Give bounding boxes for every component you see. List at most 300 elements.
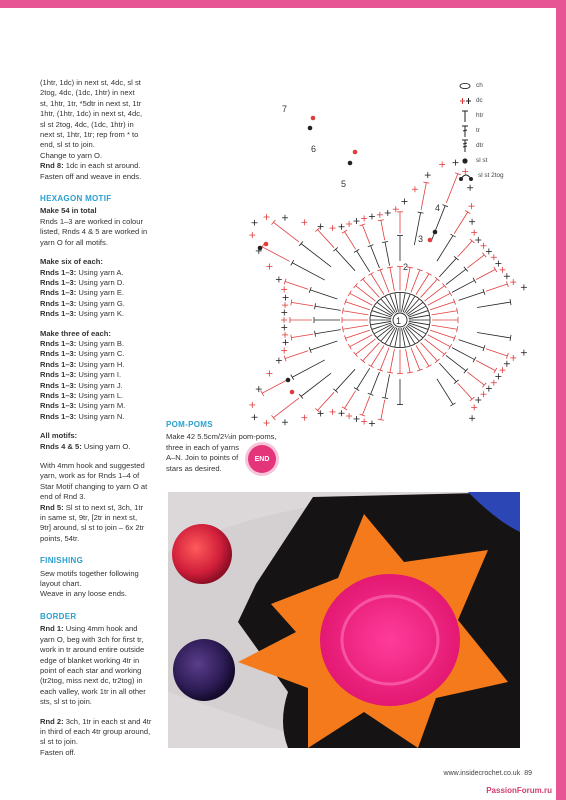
stitch-mark bbox=[494, 267, 497, 272]
rnd1-text: (tr2tog, miss next dc, tr2tog) in bbox=[40, 676, 143, 686]
stitch-mark bbox=[467, 255, 484, 268]
stitch-mark bbox=[378, 220, 384, 221]
stitch-mark bbox=[380, 348, 389, 370]
rnd8-text: 1dc in each st around. bbox=[65, 161, 141, 171]
round-number: 7 bbox=[282, 104, 288, 114]
stitch-mark bbox=[387, 267, 393, 268]
rnd8-fasten: Fasten off and weave in ends. bbox=[40, 171, 142, 181]
rnd5-text: 9tr] around, sl st to join – 6x 2tr bbox=[40, 523, 145, 533]
stitch-mark bbox=[387, 372, 393, 373]
stitch-mark bbox=[345, 330, 369, 338]
stitch-mark bbox=[467, 372, 484, 385]
stitch-dot bbox=[348, 161, 353, 166]
stitch-mark bbox=[362, 396, 370, 415]
item-label: Rnds 1–3: bbox=[40, 359, 77, 369]
stitch-mark bbox=[482, 383, 486, 388]
stitch-mark bbox=[299, 394, 303, 399]
stitch-mark bbox=[459, 340, 484, 348]
stitch-mark bbox=[262, 247, 290, 262]
stitch-mark bbox=[315, 330, 341, 334]
stitch-mark bbox=[273, 222, 298, 242]
item-label: Rnds 1–3: bbox=[40, 370, 77, 380]
stitch-mark bbox=[382, 241, 388, 242]
item-text: Using yarn C. bbox=[78, 349, 125, 359]
stitch-mark bbox=[381, 400, 385, 420]
stitch-mark bbox=[402, 347, 408, 348]
stitch-mark bbox=[452, 348, 475, 360]
item-text: Using yarn H. bbox=[78, 359, 125, 369]
stitch-mark bbox=[363, 279, 380, 297]
stitch-mark bbox=[385, 242, 390, 266]
legend-label: sl st bbox=[476, 157, 488, 164]
stitch-dot bbox=[311, 116, 316, 121]
stitch-mark bbox=[291, 335, 292, 341]
stitch-mark bbox=[459, 292, 484, 300]
rnd1-label: Rnd 1: bbox=[40, 624, 64, 634]
stitch-mark bbox=[411, 270, 420, 292]
three-item bbox=[40, 339, 158, 349]
stitch-mark bbox=[350, 293, 373, 305]
stitch-mark bbox=[457, 308, 458, 314]
pompoms-line: three in each of yarns bbox=[166, 442, 240, 452]
round-number: 3 bbox=[418, 234, 424, 244]
legend-label: ch bbox=[476, 82, 483, 89]
intro-paragraph bbox=[40, 78, 158, 182]
hexagon-intro bbox=[40, 217, 158, 248]
legend-label: dtr bbox=[476, 142, 484, 149]
rnd5-label: Rnd 5: bbox=[40, 502, 64, 512]
six-list bbox=[40, 268, 158, 320]
stitch-mark bbox=[336, 369, 355, 390]
stitch-mark bbox=[494, 368, 497, 373]
intro-line: 1htr, (1htr, 1dc) in next st, 4dc, bbox=[40, 109, 143, 119]
border-rnd2-line bbox=[40, 717, 158, 727]
stitch-mark bbox=[449, 291, 452, 296]
all-motifs bbox=[40, 442, 158, 452]
finishing-line: Sew motifs together following bbox=[40, 568, 139, 578]
rnd5-text: points, 54tr. bbox=[40, 533, 80, 543]
rnd5-text: in same st, 9tr, [2tr in next st, bbox=[40, 513, 138, 523]
stitch-mark bbox=[345, 302, 369, 310]
item-label: Rnds 1–3: bbox=[40, 349, 77, 359]
rnd2-text: Fasten off. bbox=[40, 747, 76, 757]
stitch-mark bbox=[477, 302, 510, 307]
stitch-mark bbox=[392, 292, 398, 293]
stitch-mark bbox=[357, 251, 370, 272]
stitch-mark bbox=[354, 283, 358, 288]
item-text: Using yarn B. bbox=[78, 338, 125, 348]
intro-line: Change to yarn O. bbox=[40, 150, 103, 160]
hexagon-intro-line: yarn O for all motifs. bbox=[40, 237, 108, 247]
stitch-mark bbox=[380, 270, 389, 292]
stitch-mark bbox=[371, 345, 384, 366]
with-hook-line: end of Rnd 3. bbox=[40, 492, 86, 502]
stitch-mark bbox=[310, 290, 337, 299]
stitch-mark bbox=[446, 174, 458, 203]
stitch-mark bbox=[464, 369, 468, 374]
item-label: Rnds 1–3: bbox=[40, 298, 77, 308]
item-text: Using yarn D. bbox=[78, 277, 125, 287]
chain-icon bbox=[458, 82, 472, 90]
stitch-mark bbox=[362, 225, 370, 244]
stitch-mark bbox=[429, 312, 430, 318]
item-label: Rnds 1–3: bbox=[40, 411, 77, 421]
six-item bbox=[40, 299, 158, 309]
intro-line: next st, 1htr, 1tr; rep from * to bbox=[40, 130, 139, 140]
item-text: Using yarn E. bbox=[78, 288, 125, 298]
stitch-mark bbox=[348, 344, 351, 349]
stitch-mark bbox=[371, 274, 384, 295]
round-number: 5 bbox=[341, 179, 347, 189]
intro-line: st, 1htr, 1tr, *5dtr in next st, 1tr bbox=[40, 98, 142, 108]
with-hook-paragraph bbox=[40, 461, 158, 544]
stitch-mark bbox=[473, 278, 476, 283]
stitch-mark bbox=[421, 183, 426, 210]
page-footer bbox=[440, 770, 532, 777]
item-label: Rnds 4 & 5: bbox=[40, 441, 82, 451]
rnd2-text: sl st to join. bbox=[40, 737, 78, 747]
stitch-dot bbox=[353, 150, 358, 155]
item-text: Using yarn G. bbox=[78, 298, 125, 308]
stitch-mark bbox=[378, 419, 384, 420]
stitch-mark bbox=[315, 331, 316, 337]
stitch-mark bbox=[411, 348, 420, 370]
stitch-mark bbox=[454, 212, 468, 234]
photo-illustration bbox=[168, 492, 520, 748]
stitch-mark bbox=[342, 230, 347, 233]
all-item bbox=[40, 442, 158, 452]
stitch-mark bbox=[371, 246, 380, 268]
item-label: Rnds 1–3: bbox=[40, 338, 77, 348]
border-rnd1-line bbox=[40, 624, 158, 634]
dtr-icon bbox=[458, 139, 472, 153]
border-heading: BORDER bbox=[40, 611, 77, 621]
rnd1-text: yarn O, beg with 3ch for first tr, bbox=[40, 634, 144, 644]
chart-legend bbox=[458, 78, 504, 183]
pompoms-line: stars as desired. bbox=[166, 463, 222, 473]
six-item bbox=[40, 288, 158, 298]
stitch-mark bbox=[272, 220, 276, 225]
rnd1-text: edge of blanket working 4tr in bbox=[40, 655, 140, 665]
item-text: Using yarn K. bbox=[78, 309, 125, 319]
stitch-mark bbox=[318, 392, 334, 410]
three-item bbox=[40, 381, 158, 391]
rnd8-line bbox=[40, 161, 158, 171]
stitch-mark bbox=[381, 220, 385, 240]
stitch-mark bbox=[439, 363, 456, 382]
six-item bbox=[40, 268, 158, 278]
stitch-mark bbox=[443, 283, 447, 288]
stitch-mark bbox=[285, 282, 308, 290]
stitch-dot bbox=[308, 126, 313, 131]
item-text: Using yarn I. bbox=[78, 370, 122, 380]
hexagon-intro-line: Rnds 1–3 are worked in colour bbox=[40, 216, 143, 226]
stitch-dot bbox=[428, 238, 433, 243]
stitch-mark bbox=[345, 391, 356, 409]
legend-item bbox=[458, 123, 504, 138]
stitch-mark bbox=[354, 388, 359, 391]
stitch-mark bbox=[437, 379, 453, 405]
stitch-mark bbox=[465, 211, 470, 214]
hexagon-intro-line: listed, Rnds 4 & 5 are worked in bbox=[40, 227, 148, 237]
finishing-heading: FINISHING bbox=[40, 556, 84, 566]
item-text: Using yarn M. bbox=[78, 401, 126, 411]
pattern-text-column bbox=[40, 78, 158, 767]
sl-st-2tog-icon bbox=[458, 170, 474, 182]
legend-item bbox=[458, 108, 504, 123]
stitch-mark bbox=[421, 279, 438, 297]
item-label: Rnds 1–3: bbox=[40, 401, 77, 411]
rnd1-text: point of each star and working bbox=[40, 665, 142, 675]
stitch-mark bbox=[443, 352, 447, 357]
stitch-mark bbox=[457, 326, 458, 332]
stitch-mark bbox=[446, 355, 466, 370]
three-list bbox=[40, 339, 158, 422]
item-text: Using yarn O. bbox=[83, 441, 131, 451]
three-item bbox=[40, 370, 158, 380]
three-item bbox=[40, 349, 158, 359]
stitch-mark bbox=[261, 391, 264, 396]
stitch-mark bbox=[315, 303, 316, 309]
finishing-paragraph bbox=[40, 569, 158, 600]
round-number: 2 bbox=[403, 262, 409, 272]
stitch-mark bbox=[482, 253, 486, 258]
stitch-dot bbox=[286, 378, 291, 383]
pompoms-line: A–N. Join to points of bbox=[166, 453, 239, 463]
item-text: Using yarn L. bbox=[78, 390, 124, 400]
stitch-mark bbox=[350, 335, 373, 347]
stitch-mark bbox=[392, 347, 398, 348]
stitch-mark bbox=[430, 302, 454, 310]
stitch-mark bbox=[291, 375, 294, 380]
stitch-mark bbox=[418, 212, 424, 213]
stitch-mark bbox=[273, 398, 298, 418]
pompoms-heading: POM-POMS bbox=[166, 420, 213, 429]
rnd5-line bbox=[40, 503, 158, 513]
intro-line: (1htr, 1dc) in next st, 4dc, sl st bbox=[40, 78, 141, 87]
with-hook-line: Star Motif changing to yarn O at bbox=[40, 481, 148, 491]
stitch-mark bbox=[450, 403, 455, 406]
stitch-mark bbox=[348, 291, 351, 296]
three-item bbox=[40, 360, 158, 370]
border-rnd2 bbox=[40, 717, 158, 759]
stitch-mark bbox=[291, 260, 294, 265]
six-item bbox=[40, 309, 158, 319]
stitch-mark bbox=[437, 236, 453, 262]
stitch-mark bbox=[402, 292, 408, 293]
stitch-mark bbox=[486, 349, 507, 356]
legend-label: sl st 2tog bbox=[478, 172, 504, 179]
htr-icon bbox=[458, 109, 472, 123]
legend-label: htr bbox=[476, 112, 484, 119]
legend-item bbox=[458, 153, 504, 168]
stitch-mark bbox=[430, 330, 454, 338]
stitch-mark bbox=[450, 234, 455, 237]
stitch-mark bbox=[291, 302, 313, 306]
stitch-mark bbox=[382, 397, 388, 398]
item-label: Rnds 1–3: bbox=[40, 309, 77, 319]
stitch-mark bbox=[432, 325, 458, 329]
stitch-mark bbox=[357, 368, 370, 389]
stitch-mark bbox=[486, 284, 507, 291]
round-number: 4 bbox=[435, 203, 441, 213]
intro-line: 2tog, 4dc, (1dc, 1htr) in next bbox=[40, 88, 135, 98]
stitch-mark bbox=[345, 232, 356, 250]
stitch-mark bbox=[423, 182, 429, 183]
stitch-mark bbox=[406, 349, 411, 373]
tr-icon bbox=[458, 124, 472, 138]
stitch-mark bbox=[432, 311, 458, 315]
stitch-mark bbox=[416, 274, 429, 295]
three-item bbox=[40, 412, 158, 422]
item-text: Using yarn A. bbox=[78, 267, 124, 277]
stitch-mark bbox=[354, 352, 358, 357]
rnd1-text: sts, sl st to join. bbox=[40, 697, 92, 707]
stitch-mark bbox=[412, 342, 417, 345]
intro-line: sl st 2tog, 4dc, (1dc, 1htr) in bbox=[40, 119, 134, 129]
three-item bbox=[40, 391, 158, 401]
stitch-mark bbox=[371, 372, 380, 394]
item-label: Rnds 1–3: bbox=[40, 380, 77, 390]
stitch-mark bbox=[343, 311, 369, 315]
rnd2-label: Rnd 2: bbox=[40, 716, 64, 726]
stitch-mark bbox=[343, 325, 369, 329]
stitch-mark bbox=[464, 267, 468, 272]
with-hook-line: yarn, work as for Rnds 1–4 of bbox=[40, 471, 140, 481]
stitch-mark bbox=[428, 293, 451, 305]
intro-line: end, sl st to join. bbox=[40, 140, 95, 150]
stitch-mark bbox=[458, 241, 472, 257]
stitch-mark bbox=[476, 360, 495, 370]
with-hook-line: With 4mm hook and suggested bbox=[40, 461, 145, 470]
item-label: Rnds 1–3: bbox=[40, 267, 77, 277]
stitch-mark bbox=[363, 343, 380, 361]
stitch-dot bbox=[258, 246, 263, 251]
dc-icon bbox=[458, 96, 472, 106]
stitch-mark bbox=[342, 308, 343, 314]
legend-item bbox=[458, 168, 504, 183]
stitch-mark bbox=[342, 407, 347, 410]
stitch-mark bbox=[407, 372, 413, 373]
stitch-mark bbox=[382, 295, 387, 298]
page-number: 89 bbox=[524, 770, 532, 777]
watermark: PassionForum.ru bbox=[486, 786, 552, 795]
round-number: 1 bbox=[396, 316, 402, 326]
stitch-mark bbox=[368, 365, 373, 368]
stitch-mark bbox=[416, 345, 429, 366]
stitch-mark bbox=[446, 269, 466, 284]
three-item bbox=[40, 401, 158, 411]
rnd8-label: Rnd 8: bbox=[40, 161, 64, 171]
rnd5-text: Sl st to next st, 3ch, 1tr bbox=[65, 502, 143, 512]
pompoms-line: Make 42 5.5cm/2¼in pom-poms, bbox=[166, 432, 277, 442]
finishing-line: Weave in any loose ends. bbox=[40, 589, 127, 599]
slip-stitch-icon bbox=[458, 156, 472, 166]
stitch-mark bbox=[385, 374, 390, 398]
stitch-mark bbox=[262, 379, 290, 394]
stitch-mark bbox=[452, 280, 475, 292]
end-badge: END bbox=[248, 445, 276, 473]
legend-item bbox=[458, 138, 504, 153]
three-heading: Make three of each: bbox=[40, 328, 111, 338]
stitch-mark bbox=[390, 349, 395, 373]
stitch-mark bbox=[342, 326, 343, 332]
stitch-mark bbox=[336, 249, 355, 270]
item-text: Using yarn N. bbox=[78, 411, 125, 421]
stitch-mark bbox=[449, 344, 452, 349]
rnd1-text: each valley, work 1tr in all other bbox=[40, 686, 146, 696]
blanket-photo bbox=[168, 492, 520, 748]
hexagon-heading: HEXAGON MOTIF bbox=[40, 194, 112, 204]
rnd1-text: work in tr around entire outside bbox=[40, 645, 145, 655]
stitch-dot bbox=[290, 390, 295, 395]
stitch-mark bbox=[292, 263, 325, 280]
stitch-mark bbox=[473, 357, 476, 362]
stitch-mark bbox=[354, 249, 359, 252]
hexagon-make-total: Make 54 in total bbox=[40, 206, 97, 216]
stitch-mark bbox=[510, 299, 511, 305]
six-item bbox=[40, 278, 158, 288]
round-number: 6 bbox=[311, 144, 317, 154]
legend-item bbox=[458, 93, 504, 108]
stitch-mark bbox=[301, 373, 331, 396]
legend-label: tr bbox=[476, 127, 480, 134]
item-label: Rnds 1–3: bbox=[40, 277, 77, 287]
item-label: Rnds 1–3: bbox=[40, 288, 77, 298]
rnd1-text: Using 4mm hook and bbox=[65, 624, 138, 634]
item-text: Using yarn J. bbox=[78, 380, 123, 390]
stitch-mark bbox=[299, 241, 303, 246]
six-heading: Make six of each: bbox=[40, 257, 103, 267]
stitch-mark bbox=[291, 299, 292, 305]
stitch-mark bbox=[428, 335, 451, 347]
rnd2-text: 3ch, 1tr in each st and 4tr bbox=[65, 716, 152, 726]
footer-url: www.insidecrochet.co.uk bbox=[443, 770, 521, 777]
finishing-line: layout chart. bbox=[40, 579, 82, 589]
stitch-mark bbox=[390, 267, 395, 291]
stitch-mark bbox=[291, 334, 313, 338]
chart-round-numbers bbox=[282, 104, 440, 326]
stitch-mark bbox=[356, 339, 376, 354]
stitch-mark bbox=[510, 335, 511, 341]
stitch-mark bbox=[426, 365, 431, 368]
border-rnd1 bbox=[40, 624, 158, 707]
stitch-mark bbox=[318, 230, 334, 248]
stitch-dot bbox=[433, 230, 438, 235]
stitch-mark bbox=[421, 343, 438, 361]
stitch-mark bbox=[368, 272, 373, 275]
all-heading: All motifs: bbox=[40, 431, 78, 441]
stitch-mark bbox=[477, 333, 510, 338]
stitch-mark bbox=[476, 269, 495, 279]
stitch-dot bbox=[264, 242, 269, 247]
stitch-mark bbox=[315, 306, 341, 310]
stitch-mark bbox=[458, 383, 472, 399]
rnd2-text: in third of each 4tr group around, bbox=[40, 726, 151, 736]
stitch-mark bbox=[292, 360, 325, 377]
stitch-mark bbox=[310, 341, 337, 350]
stitch-mark bbox=[426, 272, 431, 275]
stitch-mark bbox=[285, 351, 308, 359]
stitch-mark bbox=[356, 286, 376, 301]
item-label: Rnds 1–3: bbox=[40, 390, 77, 400]
stitch-mark bbox=[425, 339, 445, 354]
legend-item bbox=[458, 78, 504, 93]
stitch-mark bbox=[301, 244, 331, 267]
stitch-mark bbox=[425, 286, 445, 301]
stitch-mark bbox=[439, 258, 456, 277]
legend-label: dc bbox=[476, 97, 483, 104]
